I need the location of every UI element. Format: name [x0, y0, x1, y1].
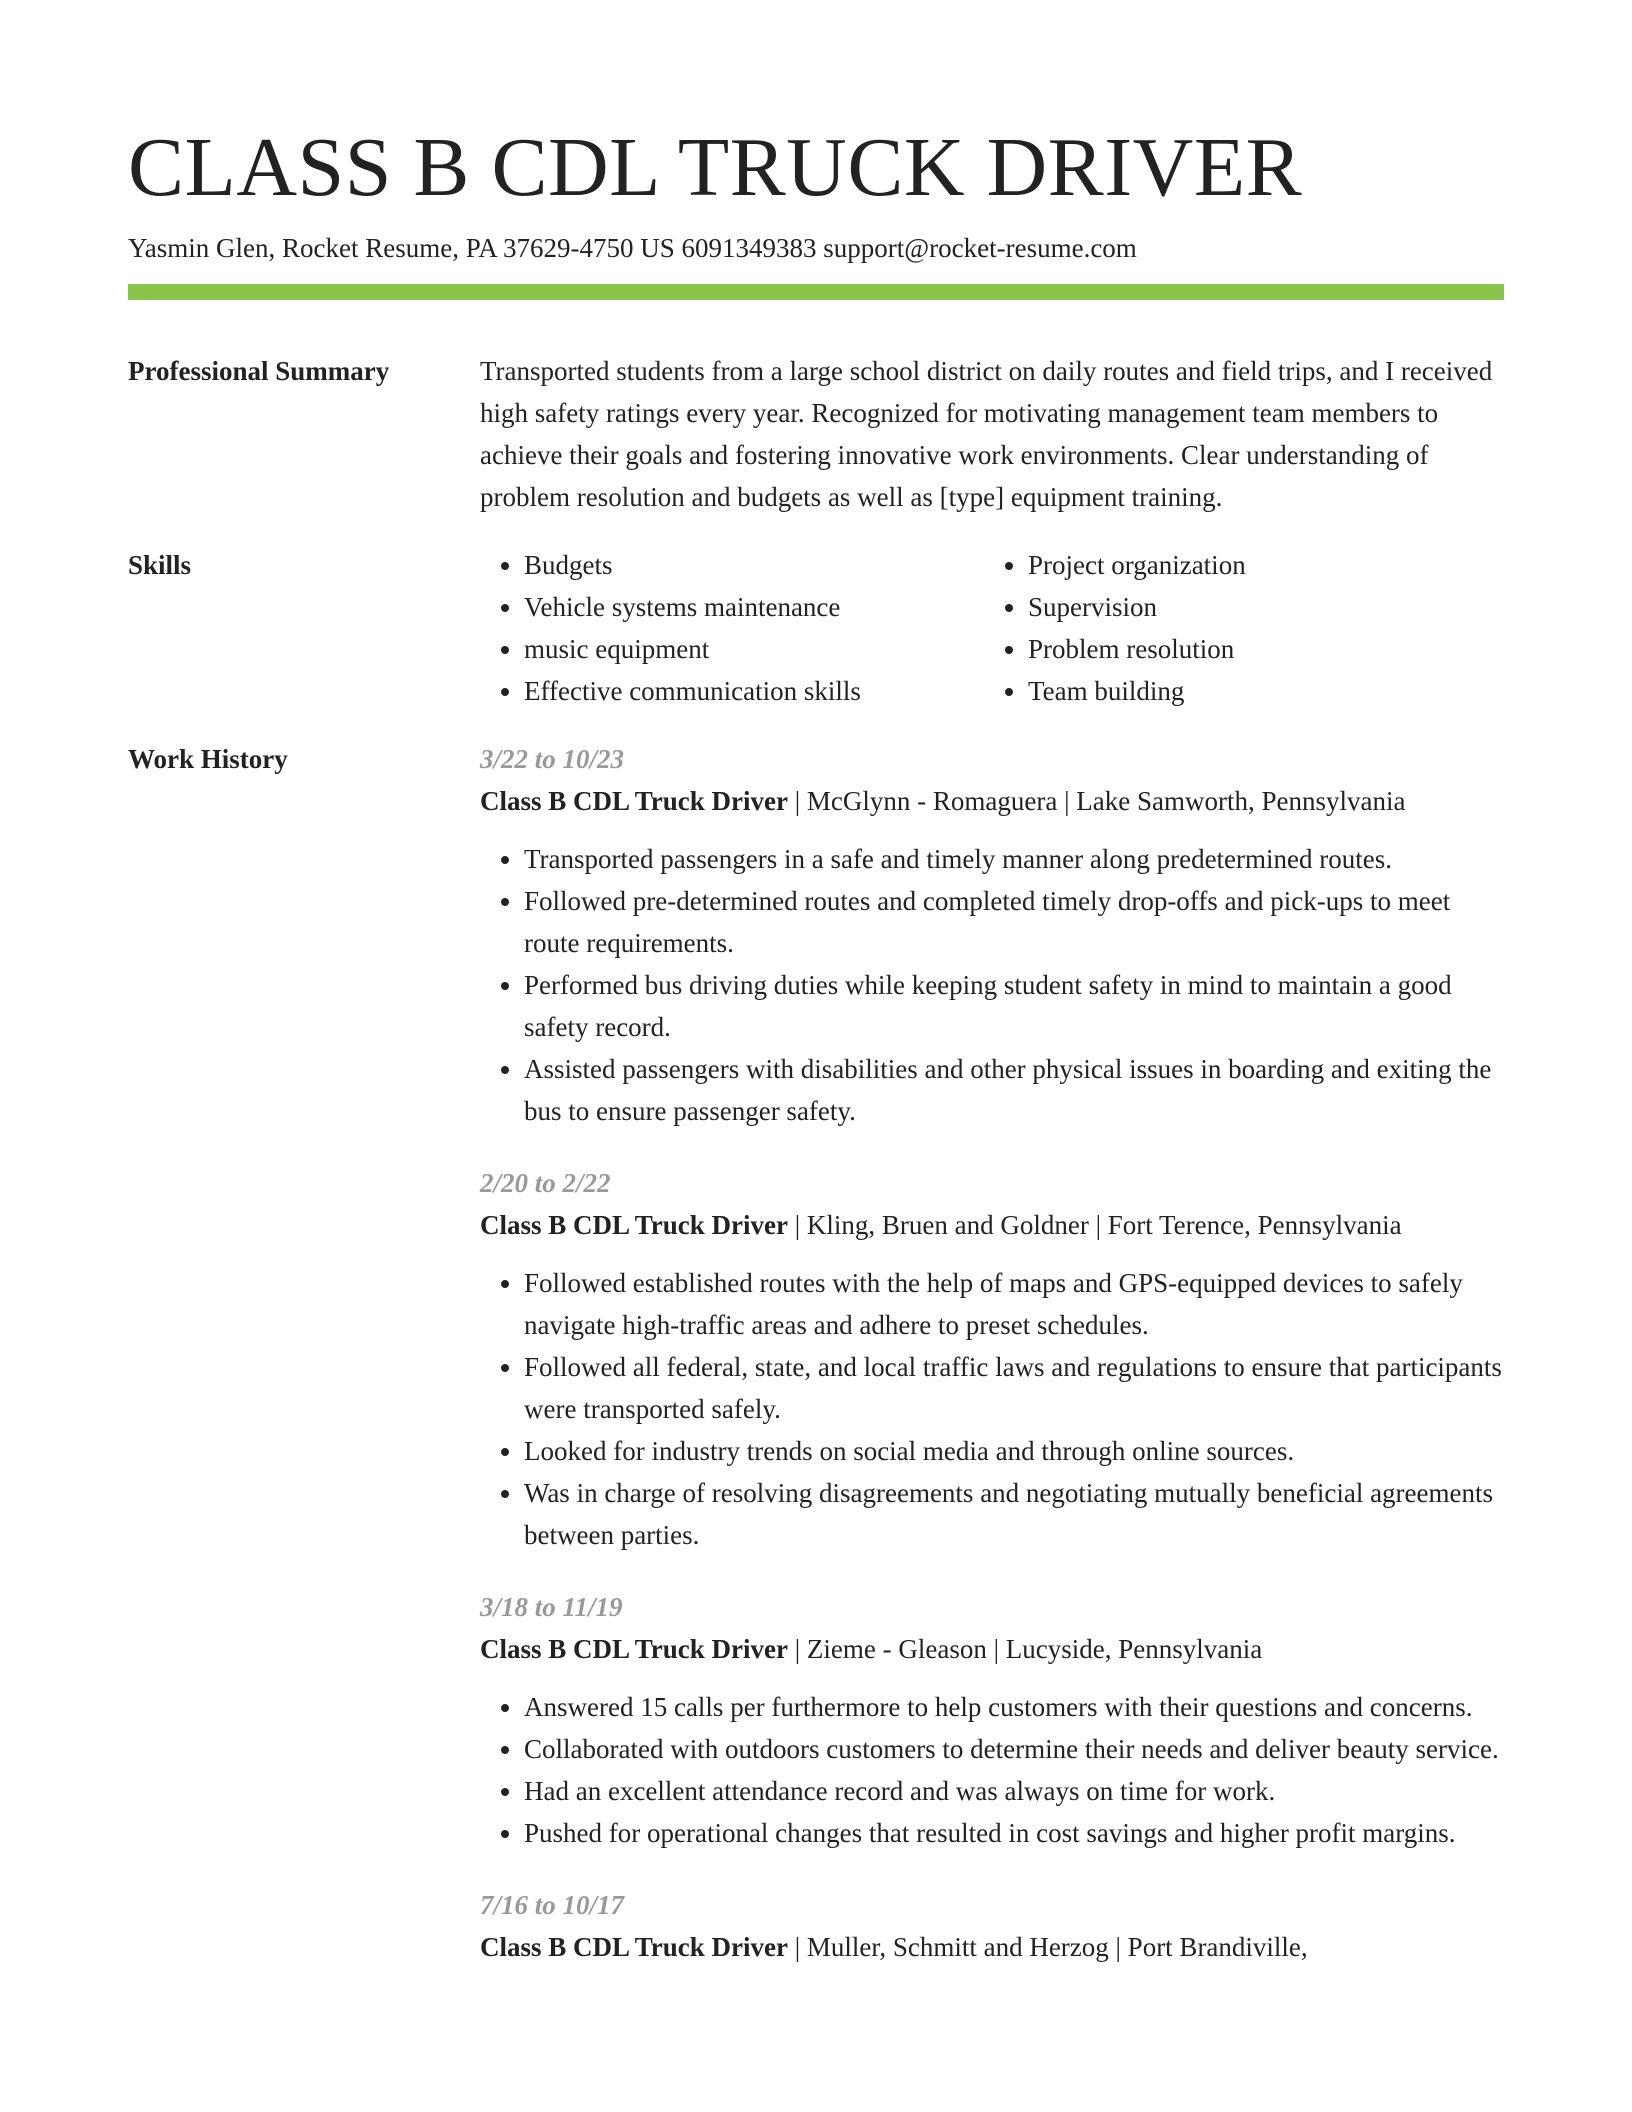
- job-bullet: • Followed pre-determined routes and completed timely drop-offs and pick-ups to meet route requirements.: [524, 880, 1504, 964]
- skill-item: • Project organization: [1028, 544, 1488, 586]
- job-dates: 3/18 to 11/19: [480, 1592, 623, 1622]
- job-dates: 3/22 to 10/23: [480, 744, 625, 774]
- job-entry: [480, 738, 1504, 1132]
- skills-label: Skills: [128, 550, 192, 580]
- skills-section: [128, 544, 1504, 712]
- job-bullet: • Assisted passengers with disabilities and other physical issues in boarding and exiting the bus to ensure passenger safety.: [524, 1048, 1504, 1132]
- job-entry: [480, 1884, 1504, 1968]
- resume-title: CLASS B CDL TRUCK DRIVER: [128, 121, 1303, 214]
- header-divider: [128, 284, 1504, 300]
- job-details: | Muller, Schmitt and Herzog | Port Brandiville,: [788, 1932, 1308, 1962]
- job-bullet: • Answered 15 calls per furthermore to help customers with their questions and concerns.: [524, 1686, 1504, 1728]
- job-title-line: [480, 1926, 1504, 1968]
- job-title: Class B CDL Truck Driver: [480, 1210, 789, 1240]
- skill-item: • Team building: [1028, 670, 1488, 712]
- skill-item: • Effective communication skills: [524, 670, 984, 712]
- skill-item: • Budgets: [524, 544, 984, 586]
- summary-text: Transported students from a large school district on daily routes and field trips, and I received high safety ratings every year. Recognized for motivating management team members to achieve their goals and fostering innovative work environments. Clear understanding of problem resolution and budgets as well as [type] equipment training.: [480, 356, 1493, 512]
- skills-body: [480, 544, 1504, 712]
- work-history-section: [128, 738, 1504, 1998]
- summary-body: [480, 350, 1504, 518]
- work-history-body: [480, 738, 1504, 1998]
- job-entry: [480, 1162, 1504, 1556]
- job-details: | Zieme - Gleason | Lucyside, Pennsylvania: [788, 1634, 1263, 1664]
- job-details: | Kling, Bruen and Goldner | Fort Terence, Pennsylvania: [788, 1210, 1402, 1240]
- skill-item: • Problem resolution: [1028, 628, 1488, 670]
- job-bullet: • Looked for industry trends on social media and through online sources.: [524, 1430, 1504, 1472]
- contact-line: Yasmin Glen, Rocket Resume, PA 37629-4750 US 6091349383 support@rocket-resume.com: [128, 233, 1137, 263]
- summary-section: [128, 350, 1504, 518]
- job-bullet: • Was in charge of resolving disagreements and negotiating mutually beneficial agreements between parties.: [524, 1472, 1504, 1556]
- job-title: Class B CDL Truck Driver: [480, 1634, 789, 1664]
- skill-item: • Supervision: [1028, 586, 1488, 628]
- job-bullets: [480, 838, 1504, 1132]
- job-title: Class B CDL Truck Driver: [480, 786, 789, 816]
- job-title-line: [480, 1628, 1504, 1670]
- job-title-line: [480, 780, 1504, 822]
- job-dates: 7/16 to 10/17: [480, 1890, 625, 1920]
- job-bullets: [480, 1686, 1504, 1854]
- job-dates: 2/20 to 2/22: [480, 1168, 611, 1198]
- skills-list-left: [480, 544, 984, 712]
- job-bullet: • Pushed for operational changes that resulted in cost savings and higher profit margins.: [524, 1812, 1504, 1854]
- work-history-label: Work History: [128, 744, 288, 774]
- job-entry: [480, 1586, 1504, 1854]
- job-details: | McGlynn - Romaguera | Lake Samworth, Pennsylvania: [788, 786, 1406, 816]
- skill-item: • music equipment: [524, 628, 984, 670]
- skills-list-right: [984, 544, 1488, 712]
- job-bullet: • Followed all federal, state, and local traffic laws and regulations to ensure that participants were transported safely.: [524, 1346, 1504, 1430]
- job-bullet: • Performed bus driving duties while keeping student safety in mind to maintain a good safety record.: [524, 964, 1504, 1048]
- job-title-line: [480, 1204, 1504, 1246]
- job-bullet: • Had an excellent attendance record and was always on time for work.: [524, 1770, 1504, 1812]
- skill-item: • Vehicle systems maintenance: [524, 586, 984, 628]
- job-bullet: • Transported passengers in a safe and timely manner along predetermined routes.: [524, 838, 1504, 880]
- job-bullet: • Followed established routes with the help of maps and GPS-equipped devices to safely navigate high-traffic areas and adhere to preset schedules.: [524, 1262, 1504, 1346]
- summary-label: Professional Summary: [128, 356, 390, 386]
- job-title: Class B CDL Truck Driver: [480, 1932, 789, 1962]
- job-bullets: [480, 1262, 1504, 1556]
- job-bullet: • Collaborated with outdoors customers to determine their needs and deliver beauty service.: [524, 1728, 1504, 1770]
